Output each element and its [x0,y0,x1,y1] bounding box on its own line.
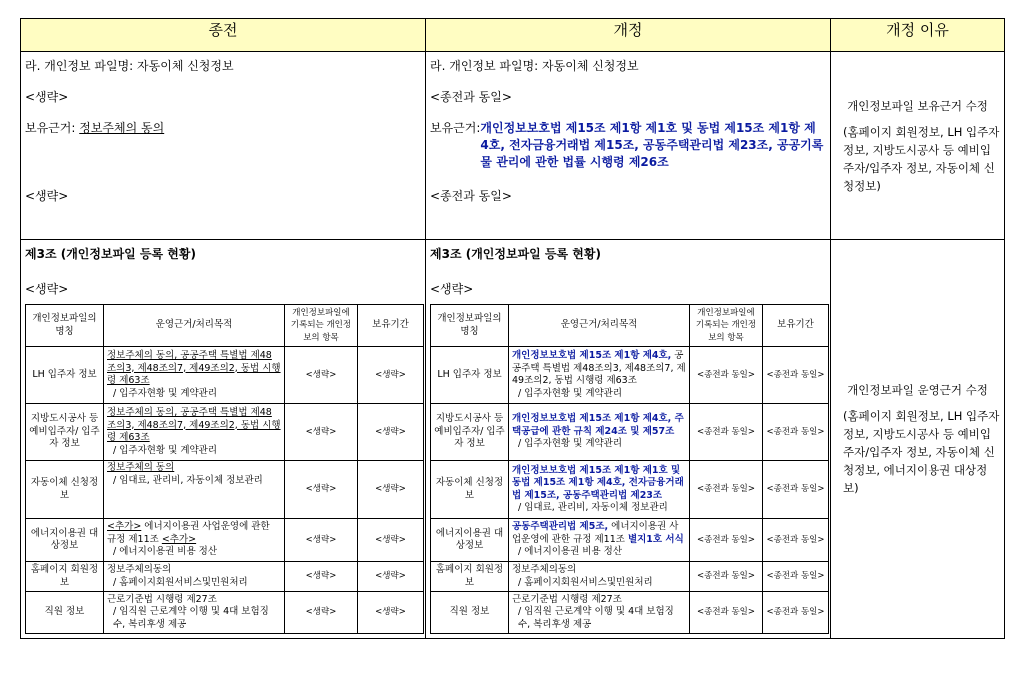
row-period: <생략> [358,592,424,634]
omit-note: <생략> [25,282,69,296]
table-row [431,404,829,461]
col-period: 보유기간 [358,305,424,347]
row-name: 홈페이지 회원정보 [26,562,104,592]
row-purpose: / 에너지이용권 비용 정산 [518,546,623,558]
table-row [431,461,829,519]
row-items: <생략> [285,592,358,634]
reason-detail: (홈페이지 회원정보, LH 입주자정보, 지방도시공사 등 예비입주자/입주자 정보, 자동이체 신청정보, 에너지이용권 대상정보) [843,409,1000,495]
row-items: <생략> [285,461,358,519]
header-before: 종전 [21,19,426,52]
row-name: 직원 정보 [431,592,509,634]
reason-title: 개인정보파일 보유근거 수정 [847,98,988,113]
article-title: 제3조 (개인정보파일 등록 현황) [430,247,601,261]
table-row [26,347,424,404]
col-items: 개인정보파일에 기록되는 개인정보의 항목 [690,305,763,347]
retention-basis-label: 보유근거: [25,121,80,135]
row-purpose: / 입주자현황 및 계약관리 [518,438,623,450]
col-items: 개인정보파일에 기록되는 개인정보의 항목 [285,305,358,347]
row-purpose-basis: 정보주체의 동의, 공공주택 특별법 제48조의3, 제48조의7, 제49조의2, 동법 시행령 제63조 [107,350,281,386]
col-period: 보유기간 [763,305,829,347]
header-after: 개정 [426,19,831,52]
row-items: <종전과 동일> [690,519,763,562]
row-purpose-basis: 공공주택 특별법 제48조의3, 제48조의7, 제49조의2, 동법 시행령 제63조 [512,350,686,386]
row-name: 지방도시공사 등 예비입주자/ 입주자 정보 [26,404,104,461]
row-purpose-basis: 에너지이용권 사업운영에 관한 규정 제11조 [512,521,679,545]
row-purpose-basis: 정보주체의 동의, 공공주택 특별법 제48조의3, 제48조의7, 제49조의2, 동법 시행령 제63조 [107,407,281,443]
row-name: 자동이체 신청정보 [26,461,104,519]
row-purpose: / 홈페이지회원서비스및민원처리 [518,576,653,588]
row-purpose-basis: 정보주체의동의 [107,564,172,575]
retention-basis-label: 보유근거: [430,121,481,135]
table-row [431,347,829,404]
bottom-after-cell [426,240,831,639]
row-purpose-new-basis: 개인정보보호법 제15조 제1항 제4호, 주택공급에 관한 규칙 제24조 및 제57조 [512,413,684,437]
col-purpose: 운영근거/처리목적 [509,305,690,347]
row-name: 지방도시공사 등 예비입주자/ 입주자 정보 [431,404,509,461]
row-items: <생략> [285,404,358,461]
header-row [21,19,1005,52]
row-items: <종전과 동일> [690,461,763,519]
row-name: 직원 정보 [26,592,104,634]
row-purpose: / 홈페이지회원서비스및민원처리 [113,576,248,588]
table-row [431,592,829,634]
row-items: <종전과 동일> [690,404,763,461]
row-purpose: / 에너지이용권 비용 정산 [113,546,218,558]
reason-detail: (홈페이지 회원정보, LH 입주자정보, 지방도시공사 등 예비입주자/입주자 정보, 자동이체 신청정보) [843,124,1000,193]
row-items: <생략> [285,519,358,562]
row-purpose-form: 별지1호 서식 [627,533,684,545]
row-period: <종전과 동일> [763,519,829,562]
row-name: 자동이체 신청정보 [431,461,509,519]
row-period: <종전과 동일> [763,404,829,461]
row-period: <생략> [358,519,424,562]
row-period: <종전과 동일> [763,562,829,592]
row-items: <생략> [285,347,358,404]
table-row [431,519,829,562]
retention-basis [430,120,824,171]
row-purpose-added: <추가> [161,533,197,545]
row-name: 홈페이지 회원정보 [431,562,509,592]
omit-note: <생략> [25,90,69,104]
col-file-name: 개인정보파일의 명칭 [431,305,509,347]
row-purpose-added: <추가> [107,521,142,533]
row-items: <종전과 동일> [690,592,763,634]
header-reason: 개정 이유 [831,19,1005,52]
row-purpose-new-basis: 공동주택관리법 제5조, [512,521,609,533]
row-purpose-basis: 근로기준법 시행령 제27조 [512,593,622,605]
row-items: <생략> [285,562,358,592]
row-purpose: / 임직원 근로계약 이행 및 4대 보험징수, 복리후생 제공 [518,606,674,630]
row-items: <종전과 동일> [690,562,763,592]
row-period: <종전과 동일> [763,461,829,519]
file-name-title: 라. 개인정보 파일명: 자동이체 신청정보 [430,59,639,73]
col-file-name: 개인정보파일의 명칭 [26,305,104,347]
top-after-cell [426,52,831,240]
file-name-title: 라. 개인정보 파일명: 자동이체 신청정보 [25,59,234,73]
row-period: <생략> [358,461,424,519]
row-purpose-new-basis: 개인정보보호법 제15조 제1항 제4호, [512,350,672,361]
row-purpose-basis: 근로기준법 시행령 제27조 [107,593,217,605]
row-purpose-basis: 정보주체의 동의 [107,462,175,473]
row-period: <종전과 동일> [763,592,829,634]
row-purpose-basis: 정보주체의동의 [512,564,577,575]
reason-title: 개인정보파일 운영근거 수정 [847,383,988,397]
retention-basis-value: 정보주체의 동의 [79,121,165,135]
retention-basis-value: 개인정보보호법 제15조 제1항 제1호 및 동법 제15조 제1항 제4호, 전자금융거래법 제15조, 공동주택관리법 제23조, 공공기록물 관리에 관한 법률 시행령 제26조 [480,121,824,169]
row-name: 에너지이용권 대상정보 [431,519,509,562]
registration-table-before [25,304,424,634]
row-purpose-basis: 에너지이용권 사업운영에 관한 규정 제11조 [107,521,270,545]
registration-table-after [430,304,829,634]
same-note: <종전과 동일> [430,189,512,203]
bottom-reason-cell [831,240,1005,639]
row-purpose: / 입주자현황 및 계약관리 [518,387,623,399]
comparison-document [20,18,1004,663]
same-note: <종전과 동일> [430,90,512,104]
table-row [26,461,424,519]
col-purpose: 운영근거/처리목적 [104,305,285,347]
inner-header-row [431,305,829,347]
top-reason-cell [831,52,1005,240]
row-name: LH 입주자 정보 [26,347,104,404]
row-purpose: / 임대료, 관리비, 자동이체 정보관리 [518,502,668,513]
row-items: <종전과 동일> [690,347,763,404]
row-period: <생략> [358,562,424,592]
table-row [431,562,829,592]
omit-note: <생략> [430,282,474,296]
row-period: <종전과 동일> [763,347,829,404]
row-name: LH 입주자 정보 [431,347,509,404]
omit-note: <생략> [25,189,69,203]
row-name: 에너지이용권 대상정보 [26,519,104,562]
row-purpose: / 입주자현황 및 계약관리 [113,444,218,456]
top-section-row [21,52,1005,240]
bottom-section-row [21,240,1005,639]
retention-basis [25,120,419,137]
comparison-table [20,18,1005,639]
top-before-cell [21,52,426,240]
table-row [26,592,424,634]
row-purpose: / 임대료, 관리비, 자동이체 정보관리 [113,474,263,486]
inner-header-row [26,305,424,347]
bottom-before-cell [21,240,426,639]
article-title: 제3조 (개인정보파일 등록 현황) [25,247,196,261]
table-row [26,404,424,461]
row-period: <생략> [358,404,424,461]
row-period: <생략> [358,347,424,404]
table-row [26,562,424,592]
row-purpose: / 임직원 근로계약 이행 및 4대 보험징수, 복리후생 제공 [113,606,269,630]
row-purpose: / 입주자현황 및 계약관리 [113,387,218,399]
row-purpose-new-basis: 개인정보보호법 제15조 제1항 제1호 및 동법 제15조 제1항 제4호, 전자금융거래법 제15조, 공동주택관리법 제23조 [512,464,684,501]
table-row [26,519,424,562]
